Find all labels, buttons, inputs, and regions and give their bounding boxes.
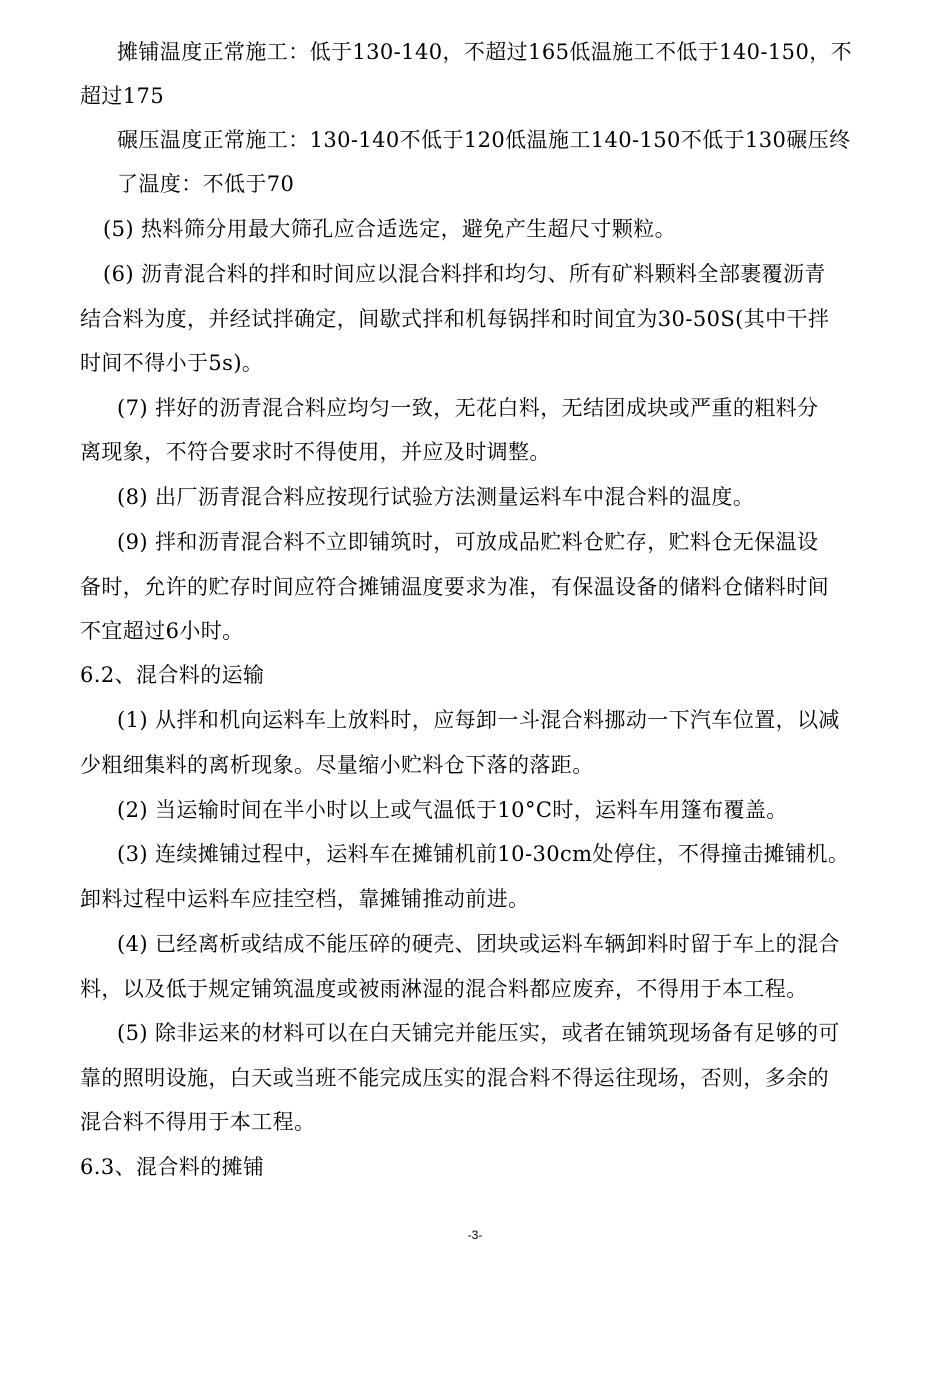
text-line-item-8: (8) 出厂沥青混合料应按现行试验方法测量运料车中混合料的温度。 <box>117 485 755 509</box>
text-line-item-6-cont1: 结合料为度，并经试拌确定，间歇式拌和机每锅拌和时间宜为30-50S(其中干拌 <box>80 307 830 331</box>
text-line-transport-3: (3) 连续摊铺过程中，运料车在摊铺机前10-30cm处停住，不得撞击摊铺机。 <box>117 842 850 866</box>
page-number: -3- <box>467 1228 483 1242</box>
text-line-item-9-cont2: 不宜超过6小时。 <box>80 619 244 643</box>
section-heading-6-2: 6.2、混合料的运输 <box>80 663 265 687</box>
text-line-transport-5-cont2: 混合料不得用于本工程。 <box>80 1110 316 1134</box>
text-line-transport-1-cont: 少粗细集料的离析现象。尽量缩小贮料仓下落的落距。 <box>80 753 594 777</box>
text-line-item-7: (7) 拌好的沥青混合料应均匀一致，无花白料，无结团成块或严重的粗料分 <box>117 396 819 420</box>
text-line-transport-5-cont1: 靠的照明设施，白天或当班不能完成压实的混合料不得运往现场，否则，多余的 <box>80 1066 829 1090</box>
text-line-item-7-cont: 离现象，不符合要求时不得使用，并应及时调整。 <box>80 440 551 464</box>
text-line-paving-temp: 摊铺温度正常施工：低于130-140，不超过165低温施工不低于140-150，不 <box>117 40 853 64</box>
text-line-transport-2: (2) 当运输时间在半小时以上或气温低于10°C时，运料车用篷布覆盖。 <box>117 798 788 822</box>
text-line-transport-5: (5) 除非运来的材料可以在白天铺完并能压实，或者在铺筑现场备有足够的可 <box>117 1021 840 1045</box>
text-line-item-6: (6) 沥青混合料的拌和时间应以混合料拌和均匀、所有矿料颗料全部裹覆沥青 <box>103 262 826 286</box>
text-line-transport-4: (4) 已经离析或结成不能压碎的硬壳、团块或运料车辆卸料时留于车上的混合 <box>117 932 840 956</box>
text-line-paving-temp-cont: 超过175 <box>80 84 165 108</box>
text-line-transport-4-cont: 料，以及低于规定铺筑温度或被雨淋湿的混合料都应废弃，不得用于本工程。 <box>80 977 808 1001</box>
text-line-item-6-cont2: 时间不得小于5s)。 <box>80 351 264 375</box>
text-line-rolling-temp-cont: 了温度：不低于70 <box>117 172 295 196</box>
text-line-transport-1: (1) 从拌和机向运料车上放料时，应每卸一斗混合料挪动一下汽车位置，以减 <box>117 708 840 732</box>
text-line-item-5: (5) 热料筛分用最大筛孔应合适选定，避免产生超尺寸颗粒。 <box>103 217 677 241</box>
text-line-item-9-cont1: 备时，允许的贮存时间应符合摊铺温度要求为准，有保温设备的储料仓储料时间 <box>80 575 829 599</box>
text-line-item-9: (9) 拌和沥青混合料不立即铺筑时，可放成品贮料仓贮存，贮料仓无保温设 <box>117 530 819 554</box>
text-line-rolling-temp: 碾压温度正常施工：130-140不低于120低温施工140-150不低于130碾压终 <box>117 128 851 152</box>
text-line-transport-3-cont: 卸料过程中运料车应挂空档，靠摊铺推动前进。 <box>80 887 530 911</box>
section-heading-6-3: 6.3、混合料的摊铺 <box>80 1155 265 1179</box>
